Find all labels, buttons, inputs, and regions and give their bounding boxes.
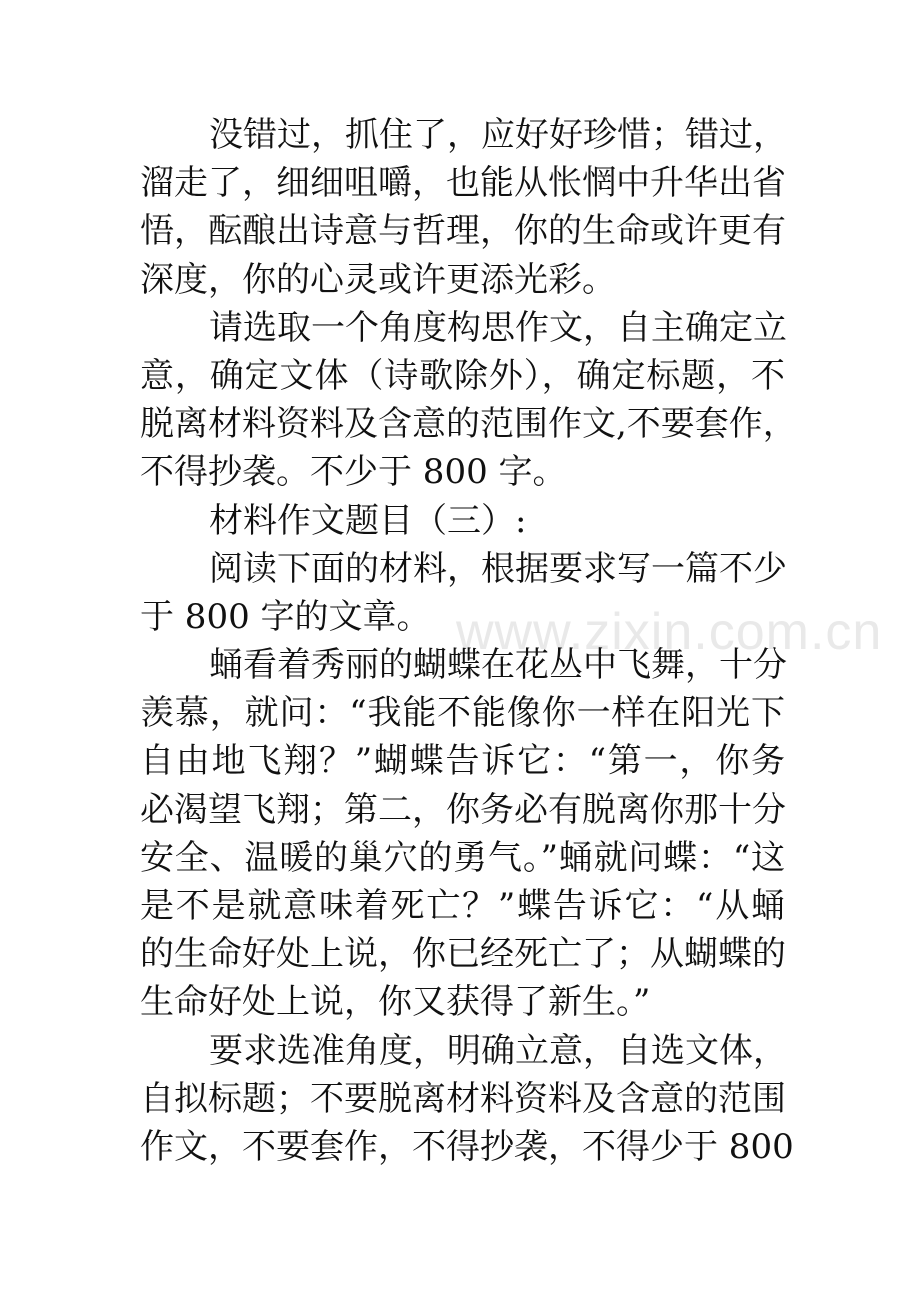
text-line: 作文，不要套作，不得抄袭，不得少于 800 [140,1126,794,1167]
paragraph-instructions [140,304,797,497]
text-line: 脱离材料资料及含意的范围作文,不要套作， [140,404,797,445]
paragraph-story [140,641,785,1027]
text-line: 阅读下面的材料，根据要求写一篇不少 [209,548,787,589]
text-line: 深度，你的心灵或许更添光彩。 [140,259,616,300]
text-line: 必渴望飞翔；第二，你务必有脱离你那十分 [140,789,786,830]
paragraph-requirements [140,1027,794,1172]
text-line: 是不是就意味着死亡？”蝶告诉它：“从蛹 [140,886,785,926]
text-line: 悟，酝酿出诗意与哲理，你的生命或许更有 [140,211,786,252]
text-line: 没错过，抓住了，应好好珍惜；错过， [209,115,787,155]
text-line: 羡慕，就问：“我能不能像你一样在阳光下 [140,693,785,734]
text-line: 溜走了，细细咀嚼，也能从怅惘中升华出省 [140,163,786,204]
text-line: 意，确定文体（诗歌除外），确定标题，不 [140,355,785,396]
text-line: 要求选准角度，明确立意，自选文体， [209,1030,787,1071]
text-line: 于 800 字的文章。 [140,596,431,637]
text-line: 蛹看着秀丽的蝴蝶在花丛中飞舞，十分 [209,645,787,686]
text-line: 自拟标题；不要脱离材料资料及含意的范围 [140,1078,786,1119]
paragraph-reflection [140,111,785,304]
text-line: 的生命好处上说，你已经死亡了；从蝴蝶的 [140,934,786,975]
section-title: 材料作文题目（三）: [209,500,527,541]
text-line: 安全、温暖的巢穴的勇气。”蛹就问蝶：“这 [140,837,785,878]
text-line: 不得抄袭。不少于 800 字。 [140,452,567,493]
watermark: www.zixin.com.cn [456,603,883,661]
section-heading [140,497,785,545]
text-line: 自由地飞翔？”蝴蝶告诉它：“第一，你务 [140,741,785,782]
text-line: 生命好处上说，你又获得了新生。” [140,982,651,1023]
document-body [140,111,797,1171]
paragraph-prompt [140,545,785,641]
text-line: 请选取一个角度构思作文，自主确定立 [209,307,787,348]
